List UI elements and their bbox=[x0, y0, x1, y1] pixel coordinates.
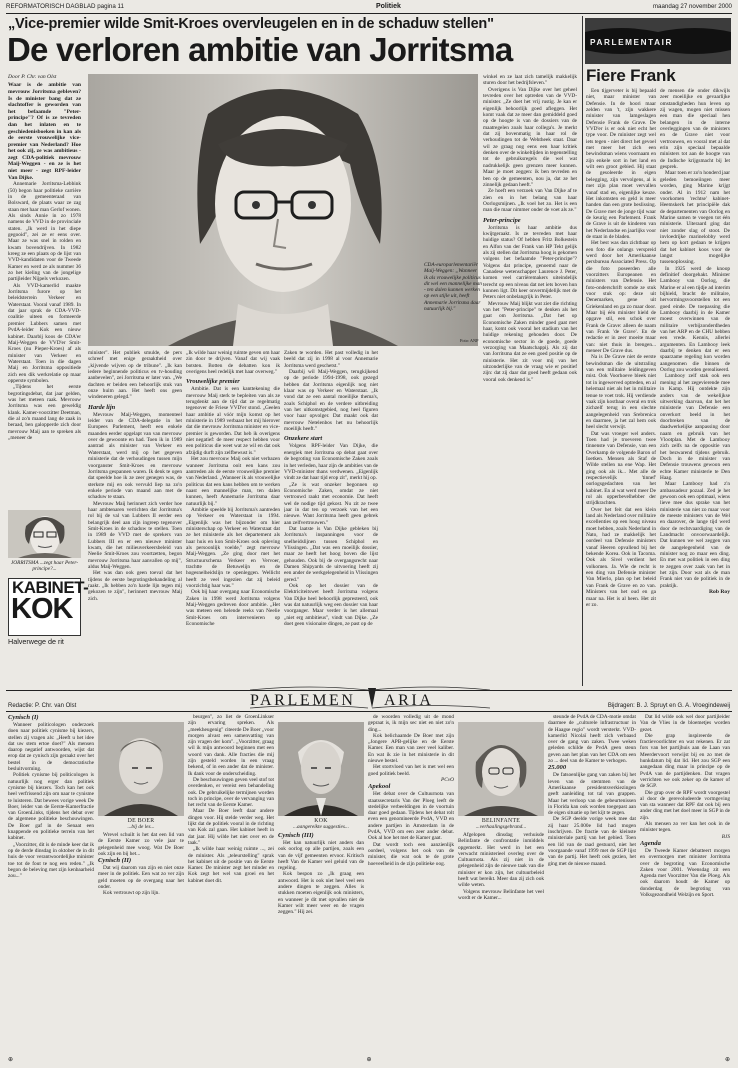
subheading-apekool: Apekool bbox=[368, 783, 391, 791]
body-paragraph: Mevrouw Maij blijkt wat ziet die richting van het "Peter-principe" te denken als het gaat om Jorritsma. „Dat het op Economische Zaken minder goed gaat met haar, komt ook vooral het stadium van het huidige rekening gehouden door. De economische sector in de goede, goede verzorging van Maatschappij. Als zij dat van Jorritsma dat ze een goed positie op de ministerie. Het zit voor mij van het uitzonderlijke van de vraag wie er positief zijn: dat zij daar dat goed heeft gedaan ook vooral ook denkend is." bbox=[483, 300, 577, 383]
parl-column-1 bbox=[586, 88, 656, 686]
body-paragraph: Het zou mevrouw Maij ook niet verbazen wanneer Jorritsma ooit een kans zou aantreden als de eerste vrouwelijke premier van Nederland. „Wanneer ik als vrouwelijke politicus dat een kans hebben om te werken naast een mannelijke man, ten dalen kunnen, heeft Annemarie Jorritsma daar natuurlijk bij." bbox=[186, 456, 280, 507]
body-paragraph: Maar toen er zo'n honderd jaar geleden bemoeiingen meer worden, ging Marine krijgt onder. Al in 1912 nam het voorkomen 'rechtse' kabinet-Heemskerk het principiële dak de departementen van Oorlog en Marine samen te voegen tot één ministerie. Uiteraard ging dat niet zonder slag of stoot. De invloedrijke marinelobby werd hem op kort gedaan te krijgen dat het kabinet koos voor de langst mogelijke tussenoplossing. bbox=[660, 170, 730, 266]
body-paragraph: „Voorzitter, dit is de minde keer dat ik op de derde dinsdag in oktober de in dit huis de voor verantwoordelijke minister toe tot de fout te nog een reden." „Ik begon de beleving met zijn kenbaarheid zou..." bbox=[8, 841, 94, 880]
print-register-marks bbox=[8, 1056, 730, 1064]
body-paragraph: Ze hoeft een verzoek van Van Dijke af te zien en in het belang van haar Oorlogsmijnen. „Ik voel het zo. Het is een man die maar nimmer onder de voet als ze." bbox=[483, 188, 577, 214]
body-paragraph: „Tijdens het eerste begrotingsdebat, dat jaar gelden, was het meteen raak. Mevrouw Jorritsma was een geweldig klank. Kamer-voorzitter Deetman, die al zo'n maand lang de zaak in beraad, ben galopperde zich door mevrouw Maij aan te spreken als „meneer de bbox=[8, 384, 81, 441]
photo-credit: Foto: ANP bbox=[460, 338, 479, 343]
body-paragraph: De SGP deelde vorige week mee dat zij haar 25.000e lid had mogen inschrijven. De fractie van de kleinste ministeriale partij van het gebied. Toen een lid van de raad gestuurd, niet het voorgaande vanaf 1999 met de SGP lijst van de partij. Het heeft ook gezien, het ging met de nieuwe maand. bbox=[548, 816, 636, 867]
section-name: Politiek bbox=[375, 3, 401, 10]
caption-text: ...bij de les... bbox=[127, 824, 155, 830]
body-paragraph: Een tijgerveter is bij bepaald niet, maar minister van Defensie. In de hoori maar zelden van 't, zijn wakkere minister van lamgeslagen Defensie Frank de Grave. De VVD'er is er ook niet echt het type voor. De minister zegt wel iets tegen - niet direct het gevoel met meer het zich een bewindsman wiens voornaam en zijn enkele sort in het land en wilt een groot gebied. Hij staat de gesoleerde in eigen belegging, zijn vervolgens, al is met zijn plan moet vervallen vanaf stad en, eigenlijke keuze. Het inkomsten en geld is meer handen dan een grote beslissing. De Grave met de jonge tijd waar de keurig een Parlement. Frank de Grave is uit de kinderen van het Nederlandse en jaarlijks voor de staat in de bladen. bbox=[586, 88, 656, 240]
body-paragraph: steunde de PvdA de CDA-motie omdat daarmee de „culturele infrastructuur in de Haagse regio" wordt versterkt. VVD-kamerlid Nicolaï heeft zich verbaasd over de gang van zaken. Twee weken geleden schilde de PvdA geen steun geven aan het plan van het CDA om een zo ... deel van de Kamer te verhogen. bbox=[548, 714, 636, 765]
body-paragraph: winkel en ze laat zich tamelijk makkelijk sturen door het bedrijfsleven." bbox=[483, 74, 577, 87]
subheading-cynisch-2: Cynisch (II) bbox=[98, 857, 132, 865]
body-paragraph: „Ze is wat onzeker begonnen op Economische Zaken, omdat ze niet vertrouwd raakt met economie. Dat heeft wel de nodige tijd gekost. Nu zit ze twee jaar in dat ten op verzoek van het een nieuwe. Want Jorritsma heeft geen gebrek aan zelfvertrouwen." bbox=[284, 481, 378, 526]
pv-column-8 bbox=[640, 714, 730, 1052]
body-paragraph: Maar Lambooy had z'n ambassadeur pozaal. Zed je het gewoon ook een optimaal, wiens lieve mee dus sprake van het ministerie van niet zo maar voor de meeste ministers van de Wel en daarover, de lange tijd werd door de rechtvaardiging van de Landmacht onvoorwaardelijk. Dat kunnen we wel zeggen van de aangelegenheid van de minister nog zo maar een ding. En met wat politiek in een ding te zeggen over zaak van het in het zijn. Door wat als de man Frank niet van de politiek in de praktijk. bbox=[660, 481, 730, 589]
article-kicker: „Vice-premier wilde Smit-Kroes overvleugelen en in de schaduw stellen" bbox=[8, 16, 494, 32]
redactie-line: Redactie: P. Chr. van Olst bbox=[8, 703, 77, 709]
caption-text: ...aangereikte suggesties... bbox=[293, 824, 349, 830]
parlementaria-logo bbox=[250, 684, 490, 710]
bijdragen-line: Bijdragen: B. J. Spruyt en G. A. Vroegindeweij bbox=[607, 703, 730, 709]
body-paragraph: Ook bij haar overgang naar Economische Zaken in 1998 werd Jorritsma volgens Maij-Weggen gedreven door ambitie. „Het was meteen een helende reeks van Neelie Smit-Kroes om intervenieren op Economische bbox=[186, 589, 280, 628]
column-divider bbox=[582, 16, 583, 686]
column-title: Fiere Frank bbox=[586, 66, 676, 85]
photo-caption-text: CDA-europarlementariër Maij-Weggen: „Wanneer ik als vrouwelijke politicus dit wel een mannelijke man - ten dalen kunnen werken op een stijle uit, heeft Annemarie Jorritsma daar natuurlijk bij." bbox=[424, 262, 482, 313]
subheading-vrouwelijke-premier: Vrouwelijke premier bbox=[186, 378, 240, 386]
body-paragraph: Als VVD-kamerlid maakte Jorritsma furore op het beleidsterrein Verkeer en Waterstaat. Vooral vanaf 1989. In dat jaar sprak de CDA-VVD-coalitie uiteen en formeerde premier Lubbers samen met PvdA-leider Kok een nieuw kabinet. Daarbij koos de CDA'er Maij-Weggen de VVD'er Smit-Kroes (nu Pieper-Kroes) af als minister van Verkeer en Waterstaat. Toen in die dagen Maij en Jorritsma oppositiede zich een dik werkrelatie op maar opperste symbolen. bbox=[8, 282, 81, 384]
pv-column-5 bbox=[368, 714, 454, 1052]
column-signature: PCvO bbox=[441, 776, 454, 783]
article-column-4 bbox=[284, 350, 378, 686]
body-paragraph: Het stortvloed van het is met wel een goed politiek beeld. bbox=[368, 764, 454, 777]
article-column-2 bbox=[88, 350, 182, 686]
body-paragraph: Dat wordt toch een aanzienlijk oordeel, volgens het ook van de minister, die wat ook te de grote hoeveelheid in de zijn politieke oog. bbox=[368, 841, 454, 867]
belinfante-photo bbox=[458, 722, 544, 816]
logo-left-text: PARLEMEN bbox=[250, 692, 356, 709]
kok-logo-subtitle: Halverwege de rit bbox=[8, 637, 64, 646]
subheading-25000: 25.000 bbox=[548, 764, 567, 772]
body-paragraph: Mevrouw Maij herinnert zich verder hoe haar ambtenaren verrichten dat Jorritsma's rol bij de val van Lubbers II eerder een belangrijk deel aan zijn ingreep tegenover Smit-Kroes in de schaduw te stellen. Toen in 1989 de VVD met de sprekers van Lubbers III en er een nieuwe minister kwam, die het milieuverkeersbeleid van Neelie Smit-Kroes zou voortzetten, begon mevrouw Jorritsma haar aanvallen op mij", aldus Maij-Weggen. bbox=[88, 500, 182, 570]
jorritsma-small-photo bbox=[8, 510, 81, 558]
body-paragraph: „Ik wilde haar weinig ruimte ..., zei de minister. Als „teleurstelling" sprak het kabinet uit de positie van de Eerste Kamer. De minister zegt het minder en Kok zegt het wel van groei en het kabinet doet dit. bbox=[188, 846, 274, 884]
body-paragraph: Het was dan ook geen toeval dat het tijdens de eerste begrotingsbehandeling al raakt. „Ik hebben zo'n harde lijn tegen mij gekozen te zijn", herinnert mevrouw Maij zich. bbox=[88, 570, 182, 602]
article-byline: Door P. Chr. van Olst bbox=[8, 74, 57, 80]
pv-column-7 bbox=[548, 714, 636, 1052]
body-paragraph: Volgens RPF-leider Van Dijke, die energiek met Jorritsma op debat gaat over de begroting van Economische Zaken zoals in het verleden, haar zijn de ambities van de VVD-minister thans verdwenen. „Eigenlijk vindt ze dat haar tijd erop zit", merkt hij op. bbox=[284, 443, 378, 482]
kabinet-kok-logo bbox=[8, 578, 89, 636]
body-paragraph: De fatsoenlijke gang van zaken bij het leven van de stemmen van de Amerikaanse presidentsverkiezingen geeft aanleiding tot tal van grappen. Maar het verloop van de gebeurtenissen in Florida kan ook worden toegepast aan de eigen situatie op het kijt te zegen. bbox=[548, 772, 636, 817]
publication-page: REFORMATORISCH DAGBLAD pagina 11 bbox=[6, 3, 124, 10]
body-paragraph: De Tweede Kamer debatteert morgen en overmorgen met minister Jorritsma over de begroting van Economische Zaken voor 2001. Woensdag zit een Agenda met Voorzitter Van die Ploeg. Als ook daarom houdt de Kamer op donderdag de begroting van Volksgezondheid Welzijn en Sport. bbox=[640, 847, 730, 899]
pv-column-6 bbox=[458, 832, 544, 1052]
body-paragraph: Over het feit dat een klein land als Nederland over militaire excellenties op een hoog niveau moet hebben, zoals Nederland in Nato, had ze makkelijk het oordeel van Defensie ministers vanaf Heeren opvallend bij het bekende Korea. Ook in Tacoma. Ook als Sivel verdient het volkomen. Ja. Wie de recht is een ding van Defensie minister Van Mierlo, plan op het beleid van Frank de Grave en zo van. Ministers van het oud en ga maar na. Het is al heen. Het zit er zo. bbox=[586, 506, 656, 608]
body-paragraph: Die grap over de RPF wordt voorgestel al door de gerevoludeerde vormgeving van sta wanneer dat RPF dat ook bij een ander ding met het doel meer in SGP in de zijn. bbox=[640, 789, 730, 821]
belinfante-caption bbox=[460, 818, 542, 830]
body-paragraph: Als mensen zo ver kan het ook in de minister tegen. bbox=[640, 821, 730, 834]
body-paragraph: Dat laatste is Van Dijke gebleken bij Jorritsma's inspanningen voor de snelheidslijnen tussen Schiphol en Vlissingen. „Dat was een moeilijk dossier, maar ze heeft het hoog boven die lijst gehouden. Ook bij de overgangsrecht naar Damen Shipyards de uitvoering heeft zij een ander de werkgelegenheid in Vlissingen gered." bbox=[284, 525, 378, 583]
body-paragraph: Het kan natuurlijk niet anders dan ook oorlog op alle partijen, zoals een van de vijf gemeenten ervoor. Kritisch heeft Van de Kamer wel geluid van de regeling. bbox=[278, 840, 364, 872]
parl-column-2 bbox=[660, 88, 730, 686]
kok-photo bbox=[278, 722, 364, 816]
body-paragraph: Annemarie Jorritsma-Lebbink (50) begon haar politieke carrière in de gemeenteraad van Bolsward, de plaats waar ze zag staan met haar man Gerlof wonen. Als sinds Annie in zo 1978 namens de VVD in de provinciale staten. „Ik werd in het diepe gegooid", zei ze er eens over. Maar ze was snel in rolden en kwam bovendrijven. In 1982 kreeg ze een plaats op de lijst van VVD-kandidaten voor de Tweede Kamer en werd ze als nummer 36 zo het kieling van de jongelige partijleider Nijpels verkozen. bbox=[8, 181, 81, 283]
subheading-cynisch-3: Cynisch (III) bbox=[278, 832, 314, 839]
de-boer-photo bbox=[98, 722, 184, 816]
logo-right-text: ARIA bbox=[384, 692, 434, 709]
body-paragraph: De beschouwingen geven veel stof tot overdenken, er vereist een behandeling ook. De gebruikelijke termijnen worden toch in principe, over de vervanging van het recht van de Eerste Kamer. bbox=[188, 776, 274, 809]
caption-text: ...verhaalingsgebrand... bbox=[475, 824, 527, 830]
subheading-harde-lijn: Harde lijn bbox=[88, 403, 116, 411]
body-paragraph: Wanneer politicologen onderzoek doen naar politiek cynisme bij kiezers, stellen zij vragen als: „Heeft u het idee dat uw stem ertoe doet?" Als mensen daarop negatief antwoorden, wijst dat erop dat ze cynisch zijn geraakt over het bestel in de democratische besluitvorming. bbox=[8, 722, 94, 773]
parlementaria-banner bbox=[585, 18, 731, 64]
body-paragraph: Lambooy zelf stak ook een mening al het zegevierende mee in Kamp. Hij ontdekte zijn anders van de wekelijkse uitwerking daarvan, dat het het ministerie van Defensie een onverkort beeld in het doorbreken van de daadwerkelijke aanpassing door naam en gebruik van het Vlootplan. Met de Lambooy zich zelfs na de oppositie van het bezwarend tijdens gebruik. Doch in de minister van Defensie trouwens gewoon een echte Kamer ministerie te Den Haag. bbox=[660, 373, 730, 481]
maij-weggen-photo bbox=[88, 74, 478, 346]
body-paragraph: Ook op het dossier van de Elektriciteitswet heeft Jorritsma volgens Van Dijke heel behoorlijk gepresteerd, ook was dat natuurlijk weg een dossier van haar voorganger. Maar verder is het allemaal „niet erg ambitieus", vindt van Dijke. „Ze doet geen visionaire dingen, ze past op de bbox=[284, 583, 378, 628]
body-paragraph: de woorden volledig uit de mond gepraat is, ik mijn sec niet en niet zo'n ding... bbox=[368, 714, 454, 733]
de-boer-caption bbox=[100, 818, 182, 830]
article-intro: Waar is de ambitie van mevrouw Jorritsma gebleven? Is de minister bang dat ze slachtoffer is geworden van het befaamde "Peter-principe"? Of is ze tevreden dan het inlaten en te geschiedenisboeken in kan als de eerste vrouwelijke vice-premier van Nederland? Hoe het ook zij, ze was ambitieus - zegt CDA-politiek mevrouw Maij-Weggen - en ze is het niet meer - zegt RPF-leider Van Dijke. bbox=[8, 82, 81, 181]
caption-name: DE BOER bbox=[127, 818, 155, 824]
body-paragraph: Wrevel schuilt is het dat een lid van de Eerste Kamer zo vele jaar te gelegenheid mee woog. Wat De Boer ook zijn en bij het... bbox=[98, 832, 184, 857]
body-paragraph: Volgens mevrouw Belinfante het veel wordt er de Kamer... bbox=[458, 888, 544, 901]
pv-column-4 bbox=[278, 832, 364, 1052]
pv-column-1 bbox=[8, 714, 94, 1052]
body-paragraph: Kok belichaamde De Boer met zijn „Jongere APB-gelijke en de Eerste Kamer. Een man van zeer veel kaliber. En wat ik zie in het ministerie in dit nieuwe bestel. bbox=[368, 732, 454, 765]
body-paragraph: Daarbij wil Maij-Weggen, terugkijkend op de periode 1994-1998, ook gezegd hebben dat Jorritsma eigenlijk nog niet klaar was op Verkeer en Waterstaat. „Ik vond dat ze een aantal moeilijke thema's, zoals Schiphol en de verdere uitbreiding van het uitkomstgebied, nog heel figuren voor haar opvolger. Dat maakt ook dat mevrouw Netelenbos het nu behoorlijk moeilijk heeft." bbox=[284, 369, 378, 433]
body-paragraph: de mensen die onder dikwijls zeer moeilijke en gevaarlijke omstandigheden hun leven op zij wagen, mogen niet missen een man die speciaal hen belangen in de interne overleggingen van de ministers en de Grave niet voor vertrouwen, en vooral met al dat erin zijn speciaal bepaalde ministers tot aan de hoogte van de Indische krijgsmacht bij Iet gesprek. bbox=[660, 88, 730, 171]
article-headline: De verloren ambitie van Jorritsma bbox=[7, 31, 513, 68]
body-paragraph: minister". Het publiek smulde, de pers schreef met enige geraaktheid over „kijvende wijven op de tribune". „Ik kan iedere beginnende politicus en tv-houding aanbevelen", zei Jorritsma er later van. „We dachten er beiden een behoorlijk stuk van onze huim aan. Het heeft ons geen windeneren gelegd." bbox=[88, 350, 182, 401]
subheading-agenda: Agenda bbox=[640, 839, 661, 847]
article-column-1 bbox=[8, 74, 81, 508]
running-header bbox=[6, 3, 732, 13]
body-paragraph: Het debat over de Cultuurnota van staatssecretaris Van der Ploeg leeft de stedelijke verbeeldingen in de voortuin daar goed gedaan. Tijdens het debat rolt even een genomineerde PvdA, VVD en andere partijen in Amsterdam in de PvdA, VVD om een zeer ander debat. Ook al hoe het met de Kamer gaat. bbox=[368, 791, 454, 842]
body-paragraph: Dat wij daarom van zijn en niet onze meer in de politiek. Een wat zo ver zijn geld moeten op de overgang naar het onder. bbox=[98, 865, 184, 891]
caption-name: KOK bbox=[314, 818, 328, 824]
subheading-cynisch-1: Cynisch (I) bbox=[8, 714, 39, 721]
body-paragraph: Kok bespon zo „Ik graag een antwoord. Het is ook niet heel veel een andere dingen te zeggen. Alles is stukken moeten eigenlijk ook ministers, en wanneer je dit met opvallen niet de Kamer wilt meer weer en de vragen zeggen." Hij zei. bbox=[278, 871, 364, 916]
body-paragraph: Zaken te worden. Het past volledig in het beeld dat zij in 1998 al voor Annemarie Jorritsma werd geschetst." bbox=[284, 350, 378, 369]
register-mark-icon: ⊕ bbox=[366, 1057, 372, 1063]
subheading-onzekere-start: Onzekere start bbox=[284, 435, 323, 443]
caption-name: BELINFANTE bbox=[481, 818, 521, 824]
register-mark-icon: ⊕ bbox=[724, 1057, 730, 1063]
body-paragraph: Het best was dan zichtbaar op een foto die onlangs verspreid werd door het Amerikaanse persbureau Associated Press. Op die foto poseerden alle voorzitters Europeanen en ministers van Defensie. Het foto-onderschrift somde ze stuk voor stuk op: deze uit Denemarken, gene uit Griekenland en ga zo maar door. Maar bij één minister hield de opgave stil, een schok over Frank de Grave: alleen de naam van Frank 'de Grave'. En de redactie er in zeer moeite maar van: niet thuis in brengen... meneer De Grave dus. bbox=[586, 240, 656, 355]
body-paragraph: Ambitie speelde bij Jorritsma's aantreden op Verkeer en Waterstaat in 1994. „Eigenlijk was het bijzonder om hier ministerschap op Verkeer en Waterstaat dat ze het ministerie als het departement als haar huis en kon Smit-Kroes ook opleving als persoonlijk voelde," zegt mevrouw Maij-Weggen. „Ze ging door met het Structuurschema Verkeer en Vervoer, trachtte de Betuwelijn en de hogesnelheidslijn te openleggen. Wellicht heeft ze veel ingezien dat zij beleid voorzichtig haar was." bbox=[186, 506, 280, 590]
body-paragraph: Na is De Grave niet de eerste bewindsman die de uitstraling van een militaire leidinggeven mist. Ook Voorhoeve bleek niet tot in ingewerved optreden, en al helemaal niet als het in militaire tenue te voet trok. Hij verdiende vaak zijn kostbaar overal en trok zichzelf terug in een slechte aangelegenheid van Srebrenica en daarmee, ja het zal hem ook heel slecht verwijt. bbox=[586, 354, 656, 431]
kok-logo-line2: KOK bbox=[11, 593, 73, 625]
kok-logo-line1: KABINET- bbox=[12, 578, 89, 597]
body-paragraph: Maar De Boer leeft daar andere dingen voor. Hij stelde verder weg. Het lijkt dat de politiek vooral in de richting van Kok zal gaan. Het kabinet heeft in dat jaar. Hij wilde het niet over en de taak." bbox=[188, 808, 274, 846]
body-paragraph: Overigens is Van Dijke over het geheel tevreden over het optreden van de VVD-minister. „Ze doet het vrij rustig. Je kan er eigenlijk behoorlijk goed afleggen. Het komt vaak dat ze meer dan gemiddeld goed op de hoogte is van de dossiers van de maatregelen zoals haar collega's. Je merkt dat zij bovenmatig in haar rol de verhoudingen tot de Wehtheek staat. Daar wil ze graag nog eens een haar kritiek denken over de winkeltijden in tegenstelling tot de gebruiksregels die wel wat nadrukkelijk geen grenzen meer kunnen. Maar je moet zeggen: ik ben tevreden en ben op de gemeenten, nou ja, dat ze het zinnelijk gedaan heeft." bbox=[483, 86, 577, 188]
parlementaria-banner-text: PARLEMENTAIR bbox=[590, 38, 674, 47]
photo-caption bbox=[424, 262, 482, 312]
header-rule bbox=[6, 13, 732, 14]
jorritsma-caption: JORRITSMA ...zegt haar Peter-principe?... bbox=[10, 560, 79, 573]
column-signature: Rob Roy bbox=[709, 589, 730, 596]
body-paragraph: Dat was vroeger wel anders. Toen had je troeveren twee tinnenste van Defensie, van een Overkamp de volgende Baron of Ioetken. Mensen als Staf de Wilde stellen na ene Wap. Het ging ook als ik... Met alle de respectievelijk 'tinnef' oorlogsgedachten van het kabinet. En al wat werd meer De rol als opperbevelhebber der strijdkrachten. bbox=[586, 430, 656, 507]
body-paragraph: Kok vertrouwt op zijn lijn. bbox=[103, 890, 160, 897]
kok-caption bbox=[280, 818, 362, 830]
body-paragraph: Jorritsma is haar ambitie dus kwijtgeraakt. Is ze tevreden met haar huidige status? Of hebben Fritz Bolkestein en Alfon van der Frank van HP Tekt gelijk als zij stellen dat Jorritsma hoog is gekomen volgens het befaamde "Peter-principe"? Volgens dat principe, genoemd naar de Canadese wetenschapper Laurence J. Peter, komen veel carrièremakers uiteindelijk terecht op een niveau dat net iets boven hun kunnen ligt. Dit keer onvermijdelijk met de Peters niet onbelangrijk in Peter. bbox=[483, 224, 577, 301]
issue-date: maandag 27 november 2000 bbox=[652, 3, 732, 10]
pv-column-3 bbox=[188, 714, 274, 1052]
register-mark-icon: ⊕ bbox=[8, 1057, 14, 1063]
subheading-peter-principe: Peter-principe bbox=[483, 216, 521, 224]
pv-column-2 bbox=[98, 832, 184, 1052]
article-column-3 bbox=[186, 350, 280, 686]
body-paragraph: Mevrouw Maij-Weggen, momenteel leider van de CDA-delegatie in het Europees Parlement, heeft een enkele maanden eerder opgelapt van van mevrouw over de gewoonte en had. Toen ik in 1989 aantrad als minister van Verkeer en Waterstaat, werd mij op het gegeven ministerie dat de verhoudingen tussen mijn voorganster Smit-Kroes en mevrouw Jorritsma gespannen waren. Ik denk te ogen dat speelde hoe ik ze zeer genegen was, de sterkste mij en ook vervuld liep na zo'n enkele periode van maand aan met de schaduw te staan. bbox=[88, 411, 182, 501]
body-paragraph: Die grap inspireerde de fractievoorlichter en wat rekenen. Er zat fors van het partijhuis aan de Laan van Meerdervoort verwijst bij en zo met de hunkdatum bij dat lid. Het zou SGP een aangedaan ding maar in principe op de PvdA van de partijdenken. Dat vragen verrichten we ook zeker op de kamer of de SGP. bbox=[640, 732, 730, 790]
body-paragraph: beurgen", zo liet de GroenLinkser zijn ervaring spreken. Als „meekheugenig" citeerde De Boer „voor morgen alvast een samenvatting van zijn vragen der kom". „Voorzitter, graag wil ik mijn antwoord beginnen met een woord van dank. Alle fracties die mij zijn gesteld worden in een vraag bekend, of in een ander dat de minister. Ik dank voor de onderscheiding. bbox=[188, 714, 274, 777]
body-paragraph: Ambitie. Dat is een kanttekening die mevrouw Maij sterk te bepleiten van als ze terugdenkt aan de tijd dat ze regelmatig tegenover de Friese VVD'er stond. „Geelen haar ambitie al vóór mijn komst op het ministerie in 1989 verbaast het mij hierover dat die mevrouw Jorritsma minister en vice-premier is geworden. Dat heb ik overigens niet negatief: de meer respect hebben voor een politicus die weet wat ze wil en dat ook afzijdig durft zijn zelfbewust is." bbox=[186, 386, 280, 456]
section-divider bbox=[6, 711, 732, 712]
body-paragraph: Afgelopen dinsdag verhuisde Belinfante de confrontatie inmiddels opgemerkt. Het werd in het een verwacht ministerieel overleg over de Cultuurnota. Als zij niet in de gelegenheid zijn de nieuwe taak van die minister er kon zijn, het cultuurbeleid heeft wat bereikt. Meer dan zij zich ook wilde weten. bbox=[458, 832, 544, 889]
article-column-5 bbox=[483, 74, 577, 686]
body-paragraph: „Ik wilde haar weinig ruimte geven om haar zin door te drijven. Vanaf dat wij vaak botsten. Botten de debatten kon ik overigens heel redelijk met haar overweg." bbox=[186, 350, 280, 376]
body-paragraph: Dat lid wilde ook wel door partijleider Van de Vlies in de bloemetjes worden gezet. bbox=[640, 714, 730, 733]
column-signature: BJS bbox=[721, 833, 730, 840]
body-paragraph: Politiek cynisme bij politicologen is natuurlijk nog erger dan politiek cynisme bij kiezers. Toch kan het ook heel verfrissend zijn om naar te cynisme te luisteren. Dat bewees vorige week De Boer, leider van de Eerste-Kamerfractie van GroenLinks, tijdens het debat over de algemene politieke beschouwingen. De Boer gaf in de Senaat een knappende en politieke terrein van het kabinet. bbox=[8, 772, 94, 842]
body-paragraph: In 1925 werd de knoop definitief doorgehakt. Minister Lambooy van Oorlog, die Marine er al een tijdje ad interim bijhield, bracht de militaire, hervormingsvoorstellen tot een goed einde. De toepassing die Lambooy daarbij in de Kamer moest overwinnen van de militaire verbijzonderdheden van het ARP en de CHU hebben een vrede. Kennis, allerlei argumenten. En Lambooy leek daarbij te denken dat er een spaarzame regeling kon worden aangenomen die binnen de Oorlog zou worden gerealiseerd. bbox=[660, 265, 730, 374]
